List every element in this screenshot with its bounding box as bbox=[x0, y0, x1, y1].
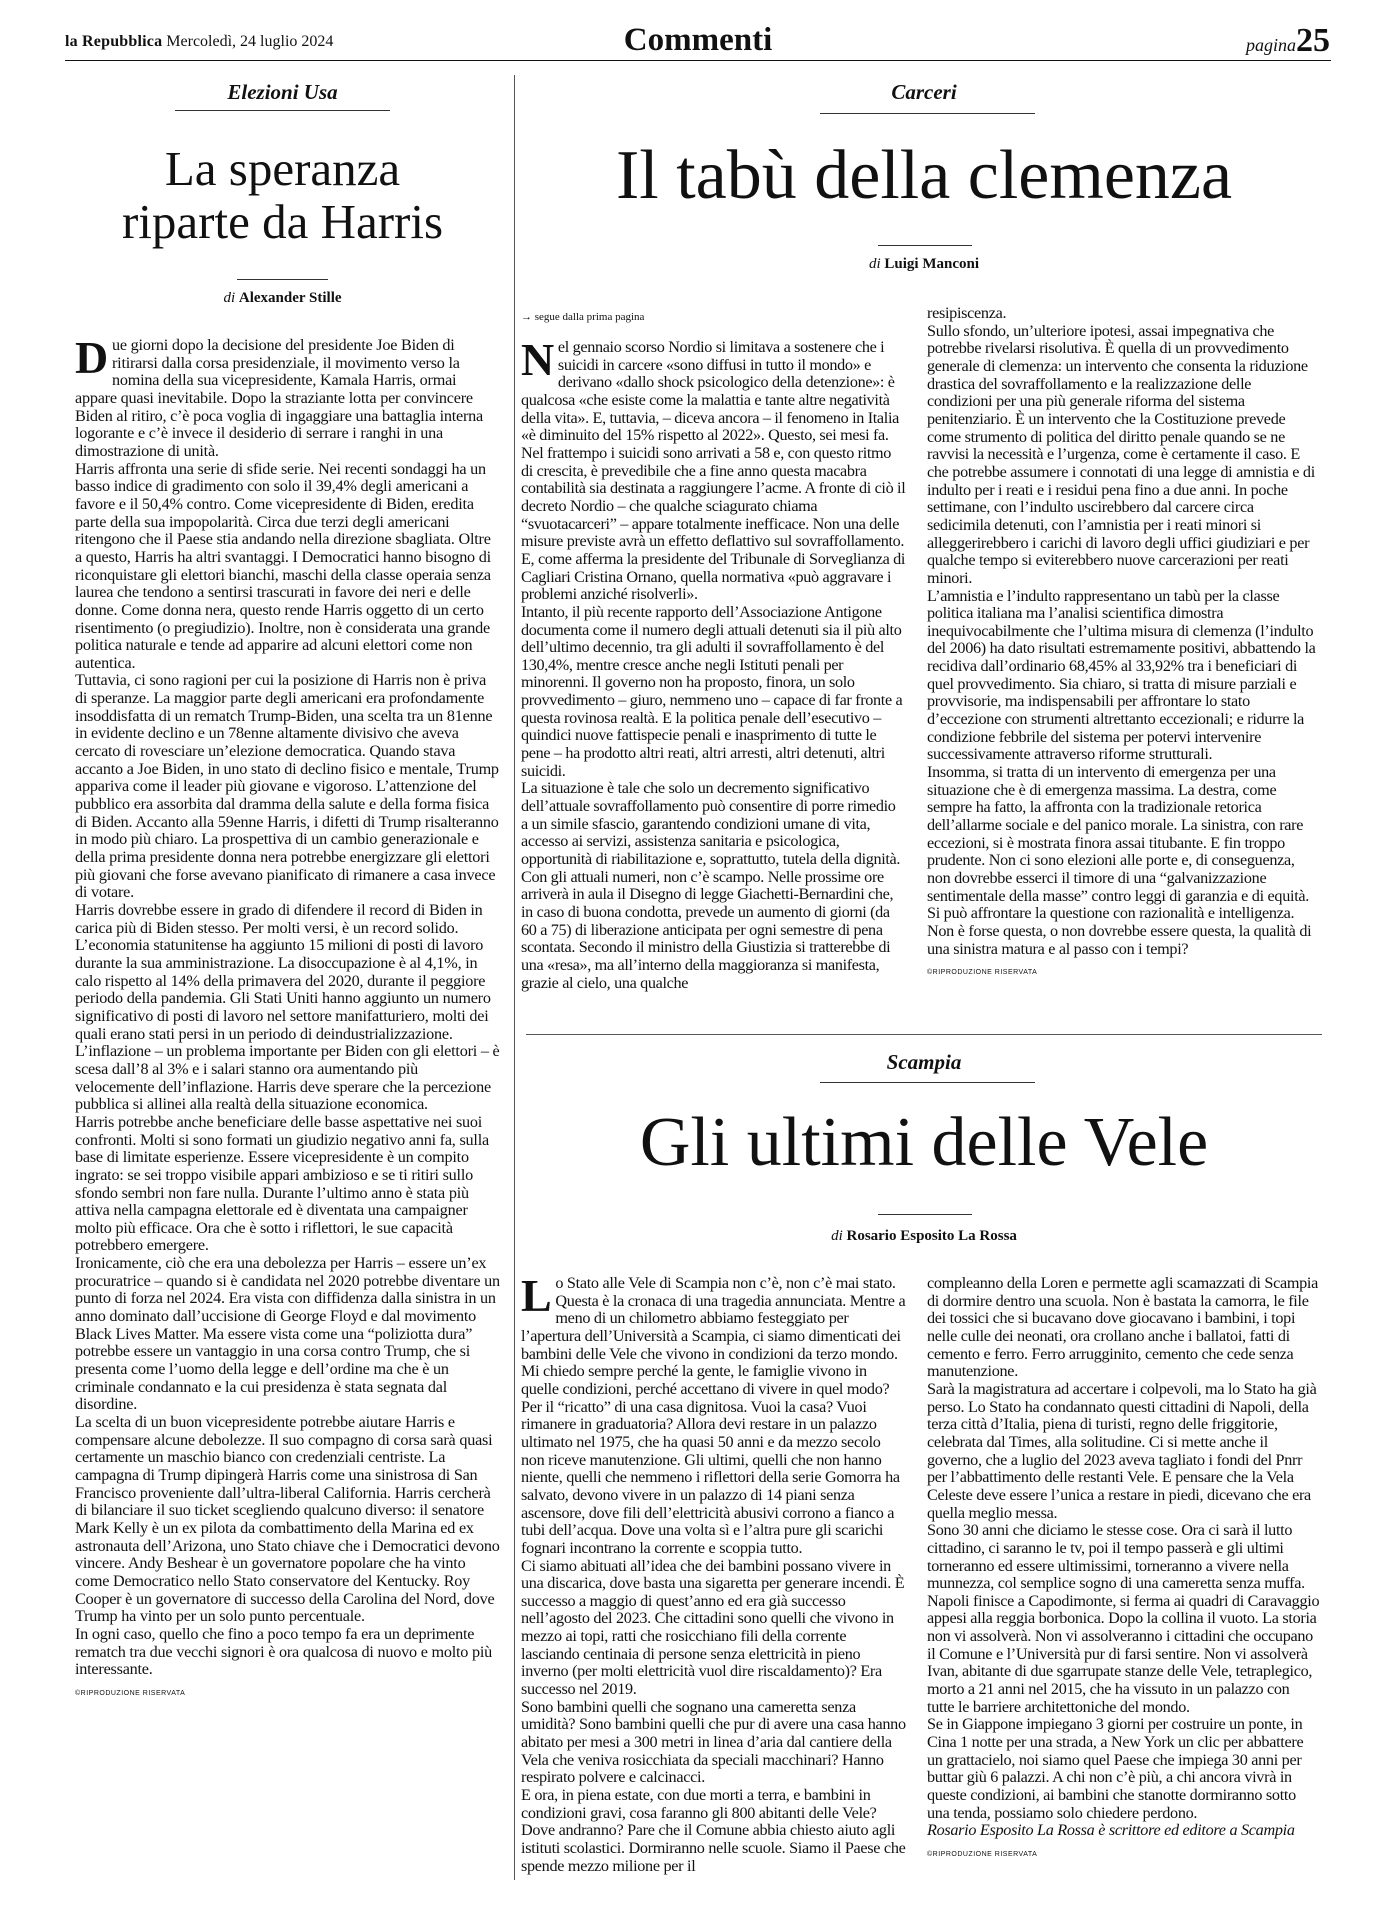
article1-paragraph: Harris affronta una serie di sfide serie. Nei recenti sondaggi ha un basso indice di gradimento con solo il 39,4% degli americani a favore e il 50,4% contro. Come vicepresidente di Biden, eredita parte della sua impopolarità. Circa due terzi degli americani ritengono che il Paese stia andando nella direzione sbagliata. Oltre a questo, Harris ha altri svantaggi. I Democratici hanno bisogno di riconquistare gli elettori bianchi, maschi della classe operaia senza laurea che tendono a sentirsi trascurati in favore dei neri e delle donne. Come donna nera, questo rende Harris oggetto di un certo risentimento (o pregiudizio). Inoltre, non è considerata una grande politica naturale e tende ad apparire ad alcuni elettori come non autentica. bbox=[75, 459, 491, 672]
article3-paragraph: o Stato alle Vele di Scampia non c’è, non c’è mai stato. Questa è la cronaca di una tragedia annunciata. Mentre a meno di un chilometro abbiamo festeggiato per l’apertura dell’Università a Scampia, ci siamo dimenticati dei bambini delle Vele che vivono in condizioni da terzo mondo. bbox=[521, 1274, 906, 1363]
article1-author: Alexander Stille bbox=[238, 290, 342, 306]
header-rule bbox=[65, 60, 1331, 61]
column-divider bbox=[514, 75, 515, 1880]
issue-date: Mercoledì, 24 luglio 2024 bbox=[166, 33, 334, 50]
article3-paragraph: Sono 30 anni che diciamo le stesse cose. Ora ci sarà il lutto cittadino, ci saranno le tv, poi il tempo passerà e gli ultimi torneranno ed essere ultimissimi, torneranno a vivere nella munnezza, col semplice sogno di una cameretta senza muffa. bbox=[927, 1521, 1305, 1593]
article2-col2 bbox=[927, 305, 1320, 982]
article2-title: Il tabù della clemenza bbox=[615, 137, 1233, 214]
article3-paragraph: Se in Giappone impiegano 3 giorni per costruire un ponte, in Cina 1 notte per una strada, a New York un clic per abbattere un grattacielo, noi siamo quel Paese che impiega 30 anni per buttar giù 6 palazzi. A chi non c’è più, a chi ancora vivrà in queste condizioni, ai bambini che stanotte dormiranno sotto una tenda, possiamo solo chiedere perdono. bbox=[927, 1715, 1304, 1822]
article2-col1 bbox=[521, 334, 906, 992]
article3-col1 bbox=[521, 1270, 906, 1875]
article1-byline bbox=[65, 290, 500, 307]
article3-paragraph: Sono bambini quelli che sognano una cameretta senza umidità? Sono bambini quelli che pur di avere una casa hanno abitato per mesi a 300 metri in linea d’aria dal cantiere della Vela che veniva rosicchiata da speciali macchinari? Hanno respirato polvere e calcinacci. bbox=[521, 1697, 906, 1787]
article1-title bbox=[65, 143, 500, 249]
article2-copyright: ©RIPRODUZIONE RISERVATA bbox=[927, 969, 1038, 977]
article1-dropcap: D bbox=[75, 332, 108, 383]
article3-paragraph: E ora, in piena estate, con due morti a terra, e bambini in condizioni gravi, cosa faranno gli 800 abitanti delle Vele? Dove andranno? Pare che il Comune abbia chiesto aiuto agli istituti scolastici. Dormiranno nelle scuole. Siamo il Paese che spende mezzo milione per il bbox=[521, 1786, 906, 1875]
article2-paragraph: L’amnistia e l’indulto rappresentano un tabù per la classe politica italiana ma l’analisi scientifica dimostra inequivocabilmente che l’ultima misura di clemenza (l’indulto del 2006) ha dato risultati estremamente positivi, abbattendo la recidiva dall’ordinario 68,45% al 33,92% tra i beneficiari di quel provvedimento. Sia chiaro, si tratta di misure parziali e provvisorie, ma indispensabili per affrontare lo stato d’eccezione con strumenti altrettanto eccezionali; e ridurre la condizione febbrile del sistema per potervi intervenire successivamente attraverso riforme strutturali. bbox=[927, 586, 1316, 764]
article2-byline bbox=[526, 256, 1322, 273]
article1-paragraph: Harris dovrebbe essere in grado di difendere il record di Biden in carica più di Biden stesso. Per molti versi, è un record solido. L’economia statunitense ha aggiunto 15 milioni di posti di lavoro durante la sua amministrazione. La disoccupazione è al 4,1%, in calo rispetto al 14% della primavera del 2020, durante il peggiore periodo della pandemia. Gli Stati Uniti hanno aggiunto un numero significativo di posti di lavoro nel settore manifatturiero, molti dei quali erano stati persi in un periodo di deindustrializzazione. L’inflazione – un problema importante per Biden con gli elettori – è scesa dall’8 al 3% e i salari stanno ora aumentando più velocemente dell’inflazione. Harris deve sperare che la percezione pubblica si allinei alla realtà della situazione economica. bbox=[75, 901, 500, 1114]
article3-kicker-rule bbox=[820, 1082, 1035, 1083]
article3-paragraph: Sarà la magistratura ad accertare i colpevoli, ma lo Stato ha già perso. Lo Stato ha condannato questi cittadini di Napoli, della terza città d’Italia, piena di turisti, regno delle friggitorie, celebrata dal Times, alla solitudine. Ci si mette anche il governo, che a luglio del 2023 aveva tagliato i fondi del Pnrr per l’abbattimento delle restanti Vele. E pensare che la Vela Celeste deve essere l’unica a restare in piedi, dicevano che era quella meglio messa. bbox=[927, 1379, 1317, 1522]
article1-paragraph: Harris potrebbe anche beneficiare delle basse aspettative nei suoi confronti. Molti si sono formati un giudizio negativo anni fa, sulla base di limitate esperienze. Essere vicepresidente è un compito ingrato: se sei troppo visibile appari ambizioso e se ti ritiri sullo sfondo sembri non fare nulla. Durante l’ultimo anno è stata più attiva nella campagna elettorale ed è diventata una campaigner molto più efficace. Ora che è sotto i riflettori, le sue capacità potrebbero emergere. bbox=[75, 1112, 489, 1255]
article3-paragraph: compleanno della Loren e permette agli scamazzati di Scampia di dormire dentro una scuola. Non è bastata la camorra, le file dei tossici che si bucavano dove giocavano i bambini, i topi nelle culle dei neonati, ora crollano anche i ballatoi, fatti di cemento e ferro. Ferro arrugginito, cemento che cede senza manutenzione. bbox=[927, 1274, 1319, 1381]
article1-kicker: Elezioni Usa bbox=[227, 80, 338, 104]
article1-copyright: ©RIPRODUZIONE RISERVATA bbox=[75, 1689, 186, 1697]
article3-paragraph: Ci siamo abituati all’idea che dei bambini possano vivere in una discarica, dove basta una sigaretta per generare incendi. È successo a maggio di quest’anno ed era già successo nell’agosto del 2023. Che cittadini sono quelli che vivono in mezzo ai topi, ratti che rosicchiano fili della corrente lasciando centinaia di persone senza elettricità in pieno inverno (per molti elettricità vuol dire riscaldamento)? Era successo nel 2019. bbox=[521, 1556, 905, 1699]
byline-di: di bbox=[868, 256, 881, 272]
article3-paragraph: Napoli finisce a Capodimonte, si ferma ai quadri di Caravaggio appesi alla reggia borbonica. Dopo la collina il vuoto. La storia non vi assolverà. Non vi assolveranno i cittadini che occupano il Comune e l’Università pur di farsi sentire. Non vi assolverà Ivan, abitante di due sgarrupate stanze delle Vele, tetraplegico, morto a 21 anni nel 2015, che ha vissuto in un palazzo con tutte le barriere architettoniche del mondo. bbox=[927, 1591, 1320, 1716]
article-divider bbox=[526, 1034, 1322, 1035]
article2-paragraph: La situazione è tale che solo un decremento significativo dell’attuale sovraffollamento può consentire di porre rimedio a un simile sfascio, garantendo condizioni umane di vita, accesso ai servizi, assistenza sanitaria e psicologica, opportunità di riabilitazione e, soprattutto, tutela della dignità. Con gli attuali numeri, non c’è scampo. Nelle prossime ore arriverà in aula il Disegno di legge Giachetti-Bernardini che, in caso di buona condotta, prevede un aumento di giorni (da 60 a 75) di liberazione anticipata per ogni semestre di pena scontata. Secondo il ministro della Giustizia si tratterebbe di una «resa», ma all’interno della maggioranza si manifesta, grazie al cielo, una qualche bbox=[521, 779, 901, 992]
article1-body bbox=[75, 332, 500, 1703]
article2-title-rule bbox=[878, 245, 972, 246]
article2-kicker: Carceri bbox=[891, 80, 957, 104]
byline-di: di bbox=[831, 1228, 843, 1244]
article1-paragraph: In ogni caso, quello che fino a poco tempo fa era un deprimente rematch tra due vecchi signori è ora qualcosa di nuovo e molto più interessante. bbox=[75, 1624, 493, 1679]
byline-di: di bbox=[223, 290, 236, 306]
article3-title-rule bbox=[878, 1214, 972, 1215]
article1-kicker-rule bbox=[175, 110, 390, 111]
article1-paragraph: Ironicamente, ciò che era una debolezza per Harris – essere un’ex procuratrice – quando si è candidata nel 2020 potrebbe diventare un punto di forza nel 2024. Era vista con diffidenza dalla sinistra in un anno dominato dall’uccisione di George Floyd e dal movimento Black Lives Matter. Ma essere vista come una “poliziotta dura” potrebbe essere un vantaggio in una corsa contro Trump, che si presenta come l’uomo della legge e dell’ordine ma che è un criminale condannato e la cui presidenza è stata segnata dal disordine. bbox=[75, 1254, 500, 1414]
page-number-block bbox=[1246, 22, 1330, 60]
section-title: Commenti bbox=[623, 22, 773, 58]
article2-paragraph: Sullo sfondo, un’ulteriore ipotesi, assai impegnativa che potrebbe rivelarsi risolutiva. È quella di un provvedimento generale di clemenza: un intervento che consenta la riduzione drastica del sovraffollamento e la realizzazione delle condizioni per una più generale riforma del sistema penitenziario. È un intervento che la Costituzione prevede come strumento di politica del diritto penale quando se ne ravvisi la necessità e l’urgenza, come è certamente il caso. E che potrebbe assumere i connotati di una legge di amnistia e di indulto per i reati e i residui pena fino a due anni. In poche settimane, con l’indulto uscirebbero dal carcere circa sedicimila detenuti, con l’amnistia per i reati minori si alleggerirebbero i carichi di lavoro degli uffici giudiziari e per qualche tempo si eviterebbero nuove carcerazioni per reati minori. bbox=[927, 321, 1315, 587]
article2-kicker-rule bbox=[820, 113, 1035, 114]
paper-name: la Repubblica bbox=[65, 33, 163, 50]
article3-col2 bbox=[927, 1275, 1320, 1864]
article2-paragraph: Insomma, si tratta di un intervento di emergenza per una situazione che è di emergenza massima. La destra, come sempre ha fatto, la affronta con la tradizionale retorica dell’allarme sociale e del panico morale. La sinistra, con rare eccezioni, si è mostrata finora assai titubante. E fin troppo prudente. Non ci sono elezioni alle porte e, di conseguenza, non dovrebbe esserci il timore di una “galvanizzazione sentimentale della masse” contro leggi di garanzia e di equità. Si può affrontare la questione con razionalità e intelligenza. Non è forse questa, o non dovrebbe essere questa, la qualità di una sinistra matura e al passo con i tempi? bbox=[927, 763, 1312, 958]
article2-paragraph: Intanto, il più recente rapporto dell’Associazione Antigone documenta come il numero degli attuali detenuti sia il più alto dell’ultimo decennio, tra gli adulti il sovraffollamento è del 130,4%, mentre cresce anche negli Istituti penali per minorenni. Il governo non ha proposto, finora, un solo provvedimento – giuro, nemmeno uno – capace di far fronte a questa rovinosa realtà. E la politica penale dell’esecutivo – quindici nuove fattispecie penali e inasprimento di tutte le pene – ha prodotto altri reati, altri arresti, altri detenuti, altri suicidi. bbox=[521, 602, 903, 780]
page-label: pagina bbox=[1245, 35, 1296, 55]
page-number: 25 bbox=[1296, 22, 1330, 59]
article1-title-line1: La speranza bbox=[164, 141, 401, 196]
article1-paragraph: ue giorni dopo la decisione del presidente Joe Biden di ritirarsi dalla corsa presidenziale, il movimento verso la nomina della sua vicepresidente, Kamala Harris, ormai appare quasi inevitabile. Dopo la straziante lotta per convincere Biden al ritiro, c’è poca voglia di ingaggiare una battaglia interna logorante e c’è invece il desiderio di serrare i ranghi in una dimostrazione di unità. bbox=[75, 336, 484, 460]
article2-paragraph: resipiscenza. bbox=[927, 304, 1007, 322]
article1-paragraph: Tuttavia, ci sono ragioni per cui la posizione di Harris non è priva di speranze. La maggior parte degli americani era profondamente insoddisfatta di un rematch Trump-Biden, una scelta tra un 81enne in evidente declino e un 78enne altamente divisivo che aveva cercato di rovesciare un’elezione democratica. Quando stava accanto a Joe Biden, in uno stato di declino fisico e mentale, Trump appariva come il leader più giovane e vigoroso. L’attenzione del pubblico era assorbita dal dramma della salute e della forma fisica di Biden. Accanto alla 59enne Harris, i difetti di Trump risalteranno in modo più chiaro. La prospettiva di un cambio generazionale e della prima presidente donna nera potrebbe energizzare gli elettori più giovani che forse avevano pianificato di rimanere a casa invece di votare. bbox=[75, 671, 499, 902]
article1-title-line2: riparte da Harris bbox=[121, 193, 444, 249]
article3-paragraph: Mi chiedo sempre perché la gente, le famiglie vivono in quelle condizioni, perché accettano di vivere in quel modo? Per il “ricatto” di una casa dignitosa. Vuoi la casa? Vuoi rimanere in graduatoria? Allora devi restare in un palazzo ultimato nel 1975, che ha quasi 50 anni e da mezzo secolo non riceve manutenzione. Gli ultimi, quelli che non hanno niente, quelli che nemmeno i riflettori della serie Gomorra ha salvato, devono vivere in un palazzo di 14 piani senza ascensore, dove fili dell’elettricità abusivi corrono a fianco a tubi dell’acqua. Dove una volta sì e l’altra pure gli scarichi fognari incontrano la corrente e scoppia tutto. bbox=[521, 1362, 900, 1557]
article2-segue bbox=[521, 311, 644, 323]
article3-author: Rosario Esposito La Rossa bbox=[846, 1228, 1017, 1244]
article3-title: Gli ultimi delle Vele bbox=[639, 1104, 1209, 1181]
arrow-icon: → bbox=[521, 311, 532, 323]
article1-title-rule bbox=[237, 279, 328, 280]
article3-dropcap: L bbox=[521, 1270, 552, 1321]
segue-text: segue dalla prima pagina bbox=[534, 311, 645, 323]
article3-copyright: ©RIPRODUZIONE RISERVATA bbox=[927, 1851, 1038, 1858]
article3-kicker: Scampia bbox=[886, 1050, 962, 1074]
article3-signature: Rosario Esposito La Rossa è scrittore ed editore a Scampia bbox=[927, 1821, 1295, 1840]
article2-author: Luigi Manconi bbox=[884, 256, 980, 272]
article2-paragraph: el gennaio scorso Nordio si limitava a sostenere che i suicidi in carcere «sono diffusi in tutto il mondo» e derivano «dallo shock psicologico della detenzione»: è qualcosa «che esiste come la malattia e tante altre negatività della vita». E, tuttavia, – diceva ancora – il fenomeno in Italia «è diminuito del 15% rispetto al 2022». Questo, sei mesi fa. Nel frattempo i suicidi sono arrivati a 58 e, con questo ritmo di crescita, è prevedibile che a fine anno questa macabra contabilità sia destinata a raggiungere l’acme. A fronte di ciò il decreto Nordio – che qualche sciagurato chiama “svuotacarceri” – appare totalmente inefficace. Non una delle misure previste avrà un effetto deflattivo sul sovraffollamento. E, come afferma la presidente del Tribunale di Sorveglianza di Cagliari Cristina Ornano, quella normativa «può aggravare i problemi anziché risolverli». bbox=[521, 338, 906, 604]
article1-paragraph: La scelta di un buon vicepresidente potrebbe aiutare Harris e compensare alcune debolezze. Il suo compagno di corsa sarà quasi certamente un maschio bianco con credenziali centriste. La campagna di Trump dipingerà Harris come una sinistrosa di San Francisco proveniente dall’ultra-liberal California. Harris cercherà di bilanciare il suo ticket scegliendo qualcuno diverso: il senatore Mark Kelly è un ex pilota da combattimento della Marina ed ex astronauta dell’Arizona, uno Stato chiave che i Democratici devono vincere. Andy Beshear è un governatore popolare che ha vinto come Democratico nello Stato conservatore del Kentucky. Roy Cooper è un governatore di successo della Carolina del Nord, dove Trump ha vinto per un solo punto percentuale. bbox=[75, 1413, 500, 1626]
article3-byline bbox=[526, 1228, 1322, 1245]
article2-dropcap: N bbox=[521, 334, 554, 385]
